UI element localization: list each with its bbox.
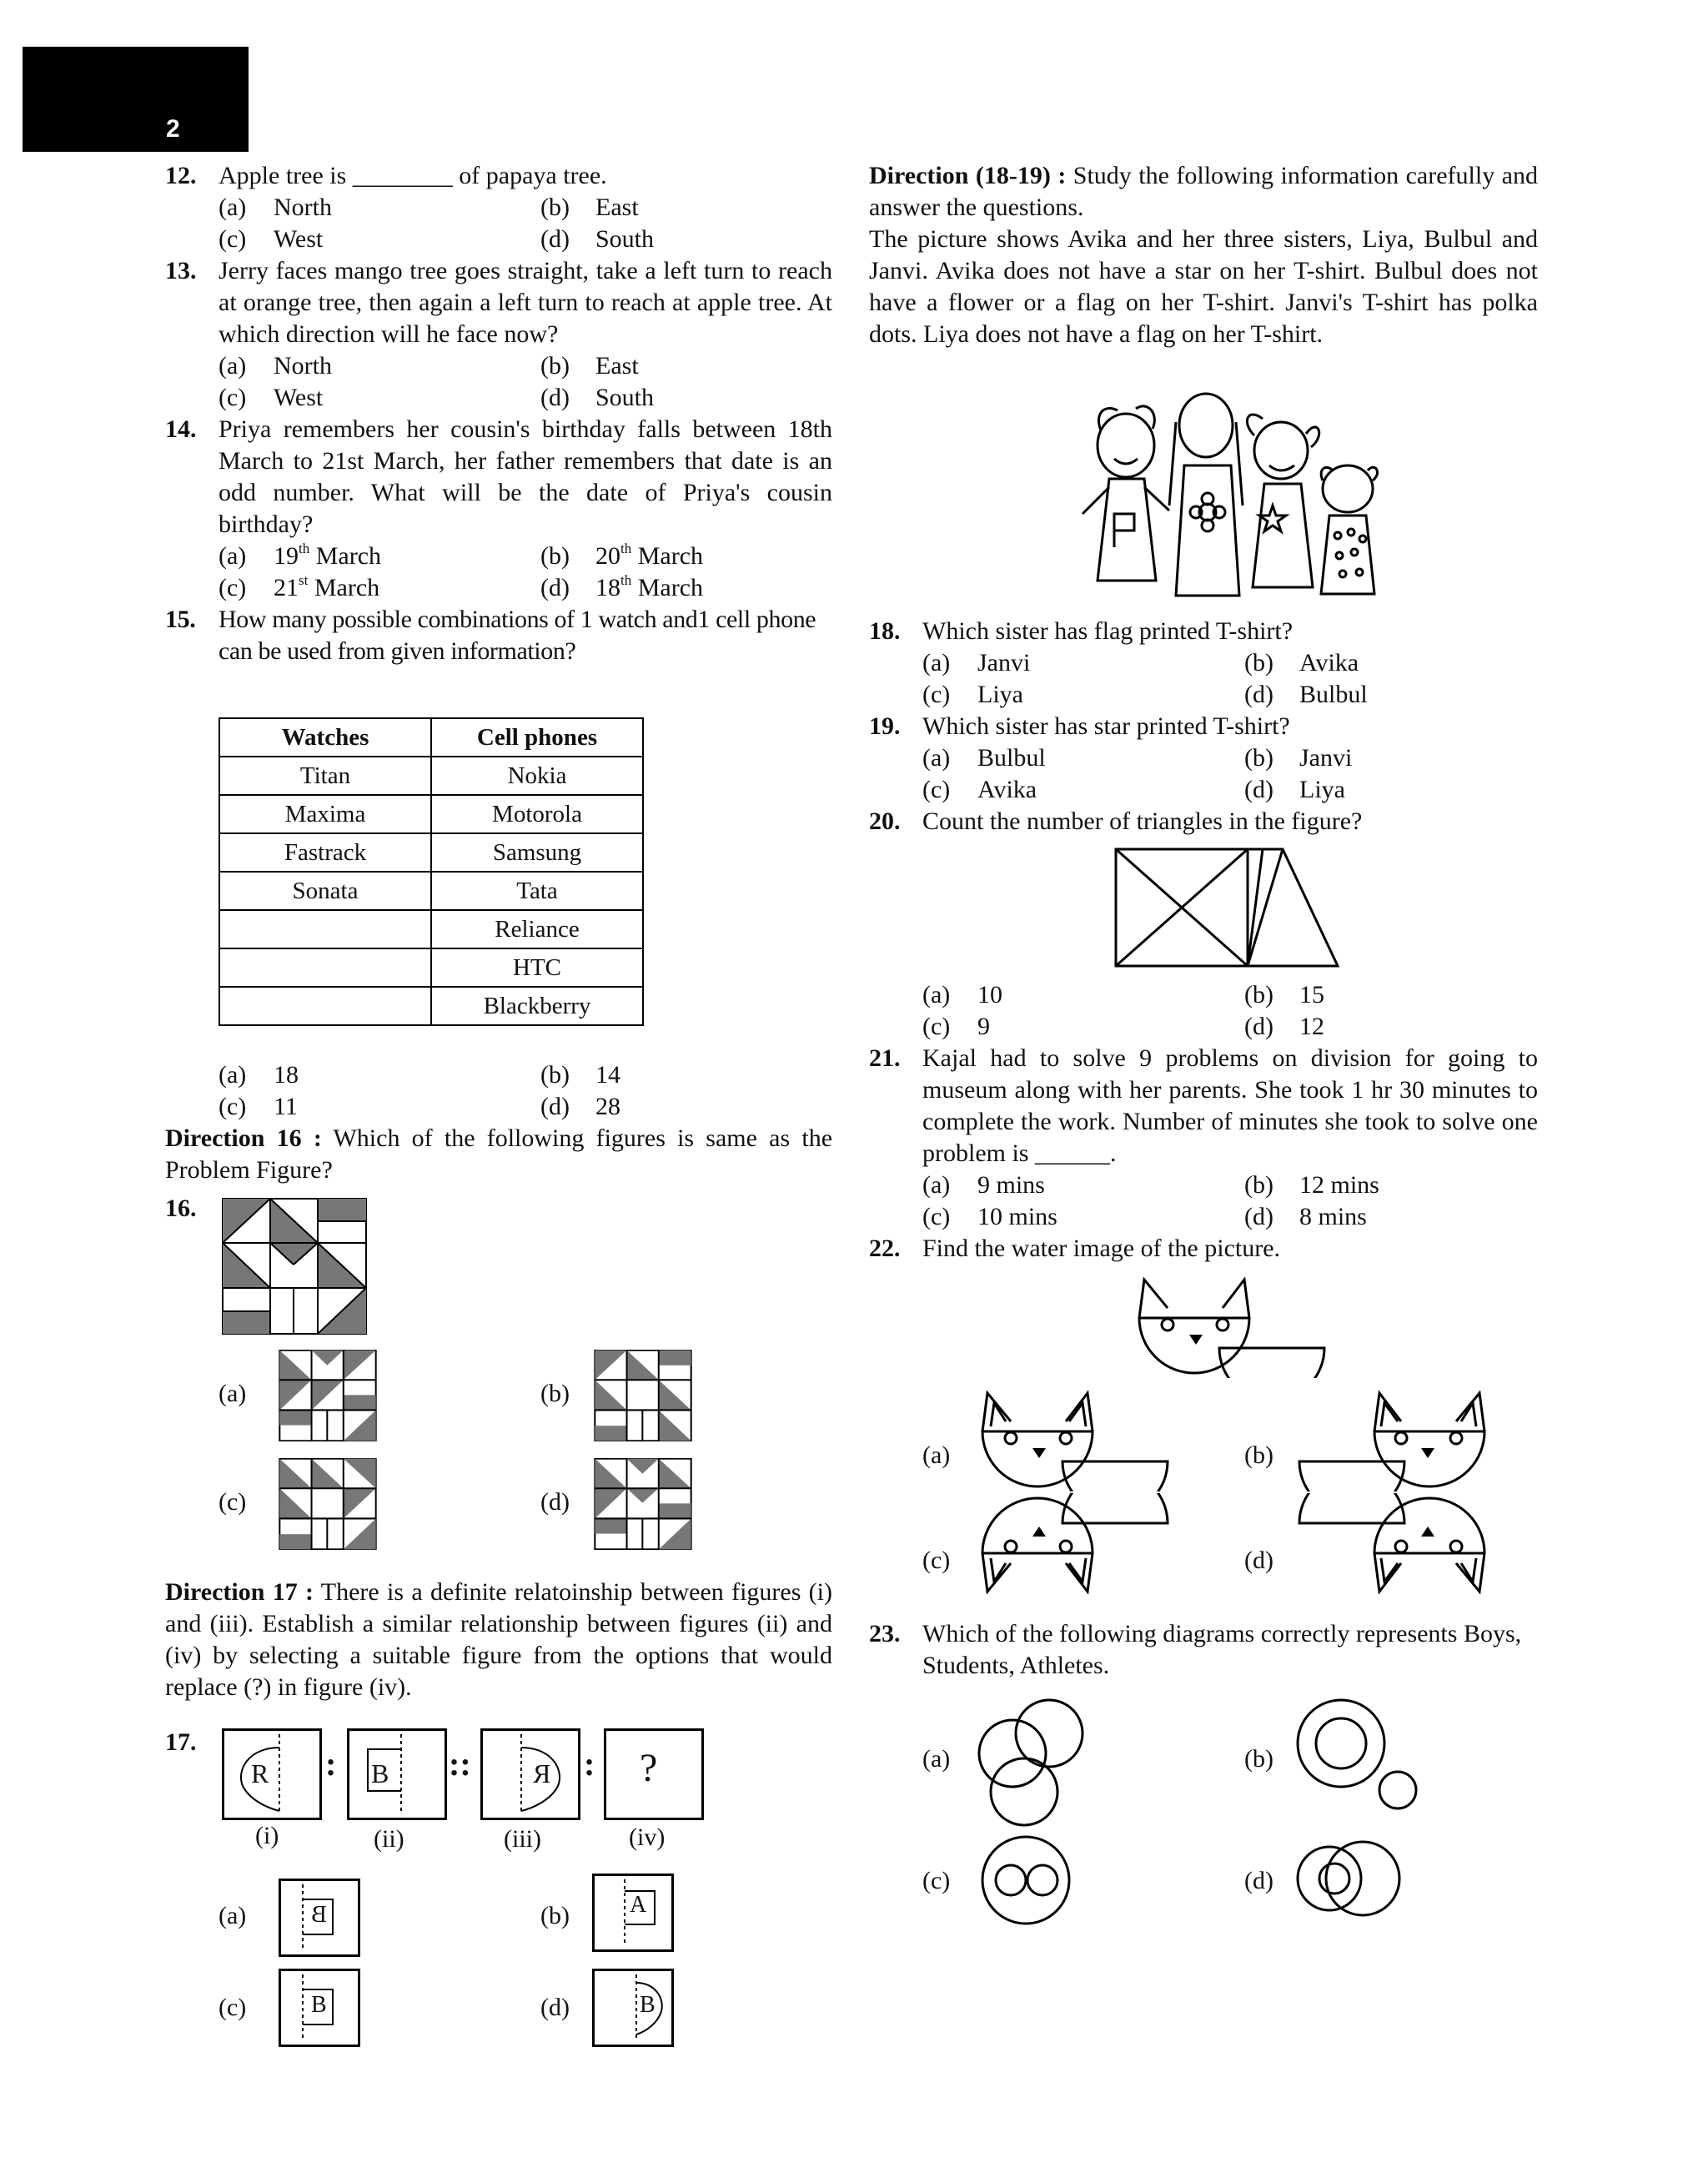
option-a-label[interactable]: (a): [219, 1902, 247, 1929]
question-14: [165, 414, 832, 541]
venn-figures: [869, 1682, 1538, 1932]
option-a[interactable]: (a) North: [219, 352, 332, 380]
table-body: [219, 757, 643, 1025]
right-column: [869, 160, 1538, 1932]
left-column: [165, 160, 832, 2020]
question-text: Apple tree is ________ of papaya tree.: [219, 162, 607, 189]
figure-label: (iv): [629, 1823, 666, 1851]
option-c[interactable]: (c) 11: [219, 1093, 298, 1120]
option-letter: A: [630, 1892, 647, 1918]
watch-cell: Fastrack: [219, 833, 431, 872]
option-a-label[interactable]: (a): [219, 1380, 247, 1407]
option-d-label[interactable]: (d): [1244, 1547, 1273, 1574]
watch-cell: Sonata: [219, 872, 431, 910]
table-row: [219, 757, 643, 795]
direction-text: There is a definite relatoinship between figures (i) and (iii). Establish a similar relationship between figures (ii) and (iv) by selecting a suitable figure from the options that would replace (?) in figure (iv).: [165, 1578, 832, 1701]
option-d[interactable]: (d) 8 mins: [1244, 1203, 1367, 1230]
watch-cell: [219, 948, 431, 987]
question-22: [869, 1233, 1538, 1265]
options-row: [165, 1059, 832, 1091]
options-row: [869, 1011, 1538, 1043]
question-text: Which sister has star printed T-shirt?: [922, 712, 1290, 740]
option-b[interactable]: (b) East: [540, 194, 639, 221]
watch-cell: Maxima: [219, 795, 431, 833]
options-row: [869, 679, 1538, 711]
ratio-separator: :: [584, 1745, 595, 1783]
option-d-label[interactable]: (d): [540, 1488, 570, 1516]
table-row: [219, 833, 643, 872]
option-d-figure[interactable]: [592, 1969, 674, 2047]
option-c[interactable]: (c) West: [219, 384, 324, 411]
question-text: Kajal had to solve 9 problems on division for going to museum along with her parents. She took 1 hr 30 minutes to complete the work. Number of minutes she took to solve one problem is ______.: [922, 1044, 1538, 1167]
option-c-figure[interactable]: [279, 1458, 377, 1550]
option-a[interactable]: (a) 10: [922, 981, 1002, 1009]
option-c[interactable]: (c) Liya: [922, 681, 1023, 708]
question-number: 20.: [869, 807, 901, 835]
option-a[interactable]: (a) 19th March: [219, 541, 382, 570]
question-18: [869, 616, 1538, 647]
sisters-illustration: [1076, 389, 1384, 599]
figure-ii: [347, 1728, 447, 1820]
options-row: [869, 979, 1538, 1011]
option-letter: B: [311, 1992, 327, 2018]
option-b[interactable]: (b) 12 mins: [1244, 1171, 1379, 1199]
question-number: 15.: [165, 606, 196, 633]
phone-cell: Tata: [431, 872, 643, 910]
option-b-figure[interactable]: [1296, 1390, 1488, 1491]
option-a-label[interactable]: (a): [922, 1745, 951, 1773]
table-header: Cell phones: [431, 718, 643, 757]
figure-letter: Я: [533, 1758, 551, 1788]
question-number: 16.: [165, 1195, 197, 1222]
option-letter: B: [311, 1902, 327, 1928]
option-c[interactable]: (c) 10 mins: [922, 1203, 1057, 1230]
option-c-label[interactable]: (c): [219, 1994, 247, 2021]
option-d[interactable]: (d) 12: [1244, 1013, 1324, 1040]
figure-label: (ii): [374, 1825, 404, 1853]
question-number: 22.: [869, 1235, 901, 1262]
option-d[interactable]: (d) Liya: [1244, 776, 1345, 803]
figure-letter: B: [371, 1758, 389, 1788]
option-a-figure[interactable]: [279, 1350, 377, 1441]
water-image-figures: [869, 1265, 1538, 1618]
question-number: 13.: [165, 257, 197, 284]
option-a[interactable]: (a) Janvi: [922, 649, 1031, 677]
option-b-figure[interactable]: [592, 1874, 674, 1952]
figure-letter: R: [251, 1758, 269, 1788]
question-number: 21.: [869, 1044, 901, 1072]
option-c-figure[interactable]: [279, 1969, 360, 2047]
options-row: [165, 350, 832, 382]
question-text: Which of the following diagrams correctly represents Boys, Students, Athletes.: [922, 1620, 1522, 1679]
figure-label: (i): [255, 1822, 279, 1849]
option-b[interactable]: (b) East: [540, 352, 639, 380]
figure-iv: [604, 1728, 704, 1820]
question-text: Priya remembers her cousin's birthday falls between 18th March to 21st March, her father remembers that date is an odd number. What will be the date of Priya's cousin birthday?: [219, 415, 832, 538]
question-13: [165, 255, 832, 350]
option-a-figure[interactable]: [979, 1390, 1171, 1491]
question-17: [165, 1703, 832, 2020]
options-row: [165, 382, 832, 414]
option-b-label[interactable]: (b): [1244, 1441, 1273, 1469]
table-row: [219, 795, 643, 833]
table-row: [219, 910, 643, 948]
ratio-separator: :: [325, 1745, 337, 1783]
page-number-tab: [23, 47, 249, 152]
options-row: [869, 742, 1538, 774]
options-row: [165, 192, 832, 224]
option-c[interactable]: (c) 9: [922, 1013, 990, 1040]
phone-cell: Motorola: [431, 795, 643, 833]
question-23: [869, 1618, 1538, 1682]
options-row: [165, 1091, 832, 1123]
option-a[interactable]: (a) North: [219, 194, 332, 221]
watch-cell: [219, 910, 431, 948]
question-number: 23.: [869, 1620, 901, 1647]
option-b[interactable]: (b) 15: [1244, 981, 1324, 1009]
question-number: 17.: [165, 1728, 197, 1756]
proportion-separator: ::: [449, 1745, 471, 1783]
watch-cell: [219, 987, 431, 1025]
question-number: 19.: [869, 712, 901, 740]
option-d[interactable]: (d) South: [540, 384, 655, 411]
option-b-label[interactable]: (b): [1244, 1745, 1273, 1773]
option-a[interactable]: (a) 9 mins: [922, 1171, 1045, 1199]
option-a-figure[interactable]: [976, 1690, 1093, 1832]
option-c[interactable]: (c) 21st March: [219, 572, 380, 601]
table-row: [219, 948, 643, 987]
question-text: Find the water image of the picture.: [922, 1235, 1281, 1262]
options-row: [165, 541, 832, 572]
option-b-label[interactable]: (b): [540, 1902, 570, 1929]
question-19: [869, 711, 1538, 742]
direction-label: Direction 17 :: [165, 1578, 314, 1606]
phone-cell: HTC: [431, 948, 643, 987]
phone-cell: Samsung: [431, 833, 643, 872]
problem-figure: [222, 1198, 367, 1335]
option-letter: B: [640, 1992, 656, 2018]
option-d[interactable]: (d) Bulbul: [1244, 681, 1368, 708]
cat-figure: [1136, 1276, 1328, 1378]
phone-cell: Blackberry: [431, 987, 643, 1025]
direction-18-19: [869, 160, 1538, 224]
option-c[interactable]: (c) Avika: [922, 776, 1037, 803]
direction-text: Which of the following figures is same as the Problem Figure?: [165, 1124, 833, 1184]
option-a-figure[interactable]: [279, 1879, 360, 1957]
option-c-figure[interactable]: [979, 1835, 1079, 1927]
question-text: Jerry faces mango tree goes straight, take a left turn to reach at orange tree, then again a left turn to reach at apple tree. At which direction will he face now?: [219, 257, 832, 348]
page-number: 2: [166, 115, 180, 143]
option-b[interactable]: (b) 20th March: [540, 541, 704, 570]
direction-text: Study the following information carefully and answer the questions.: [869, 162, 1538, 221]
option-d-label[interactable]: (d): [1244, 1867, 1273, 1894]
option-b-figure[interactable]: [594, 1350, 692, 1441]
question-text: How many possible combinations of 1 watch and1 cell phone can be used from given information?: [219, 606, 816, 665]
direction-label: Direction (18-19) :: [869, 162, 1067, 189]
option-d-figure[interactable]: [1296, 1837, 1404, 1920]
question-text: Count the number of triangles in the figure?: [922, 807, 1363, 835]
option-d-label[interactable]: (d): [540, 1994, 570, 2021]
option-a-label[interactable]: (a): [922, 1441, 951, 1469]
question-16: [165, 1186, 832, 1577]
option-a[interactable]: (a) Bulbul: [922, 744, 1046, 772]
question-20: [869, 806, 1538, 837]
triangle-figure: [1114, 848, 1339, 968]
options-row: [165, 224, 832, 255]
question-number: 14.: [165, 415, 197, 443]
question-number: 18.: [869, 617, 901, 645]
question-mark: ?: [640, 1746, 658, 1790]
options-row: [869, 1201, 1538, 1233]
option-d-figure[interactable]: [1296, 1493, 1488, 1595]
question-21: [869, 1043, 1538, 1169]
option-b[interactable]: (b) 14: [540, 1061, 620, 1089]
figure-i: [222, 1728, 322, 1820]
option-c-figure[interactable]: [979, 1493, 1171, 1595]
question-text: Which sister has flag printed T-shirt?: [922, 617, 1294, 645]
options-row: [869, 774, 1538, 806]
direction-label: Direction 16 :: [165, 1124, 322, 1152]
question-number: 12.: [165, 162, 197, 189]
table-row: [219, 987, 643, 1025]
options-row: [869, 647, 1538, 679]
option-b[interactable]: (b) Janvi: [1244, 744, 1353, 772]
direction-17: [165, 1577, 832, 1703]
option-c-label[interactable]: (c): [219, 1488, 247, 1516]
figure-iii: [480, 1728, 580, 1820]
option-c-label[interactable]: (c): [922, 1867, 951, 1894]
watch-phone-table: [219, 717, 644, 1026]
question-12: [165, 160, 832, 192]
option-b-label[interactable]: (b): [540, 1380, 570, 1407]
table-row: [219, 872, 643, 910]
phone-cell: Nokia: [431, 757, 643, 795]
option-a[interactable]: (a) 18: [219, 1061, 299, 1089]
option-d-figure[interactable]: [594, 1458, 692, 1550]
option-d[interactable]: (d) South: [540, 225, 655, 253]
phone-cell: Reliance: [431, 910, 643, 948]
options-row: [869, 1169, 1538, 1201]
option-c[interactable]: (c) West: [219, 225, 324, 253]
option-b[interactable]: (b) Avika: [1244, 649, 1359, 677]
direction-16: [165, 1123, 832, 1186]
options-row: [165, 572, 832, 604]
option-c-label[interactable]: (c): [922, 1547, 951, 1574]
direction-paragraph: The picture shows Avika and her three sisters, Liya, Bulbul and Janvi. Avika does not have a star on her T-shirt. Bulbul does not have a flower or a flag on her T-shirt. Janvi's T-shirt has polka dots. Liya does not have a flag on her T-shirt.: [869, 225, 1538, 348]
figure-label: (iii): [504, 1825, 541, 1853]
option-d[interactable]: (d) 28: [540, 1093, 620, 1120]
watch-cell: Titan: [219, 757, 431, 795]
table-header: Watches: [219, 718, 431, 757]
option-d[interactable]: (d) 18th March: [540, 572, 704, 601]
question-15: [165, 604, 832, 667]
option-b-figure[interactable]: [1294, 1693, 1419, 1818]
